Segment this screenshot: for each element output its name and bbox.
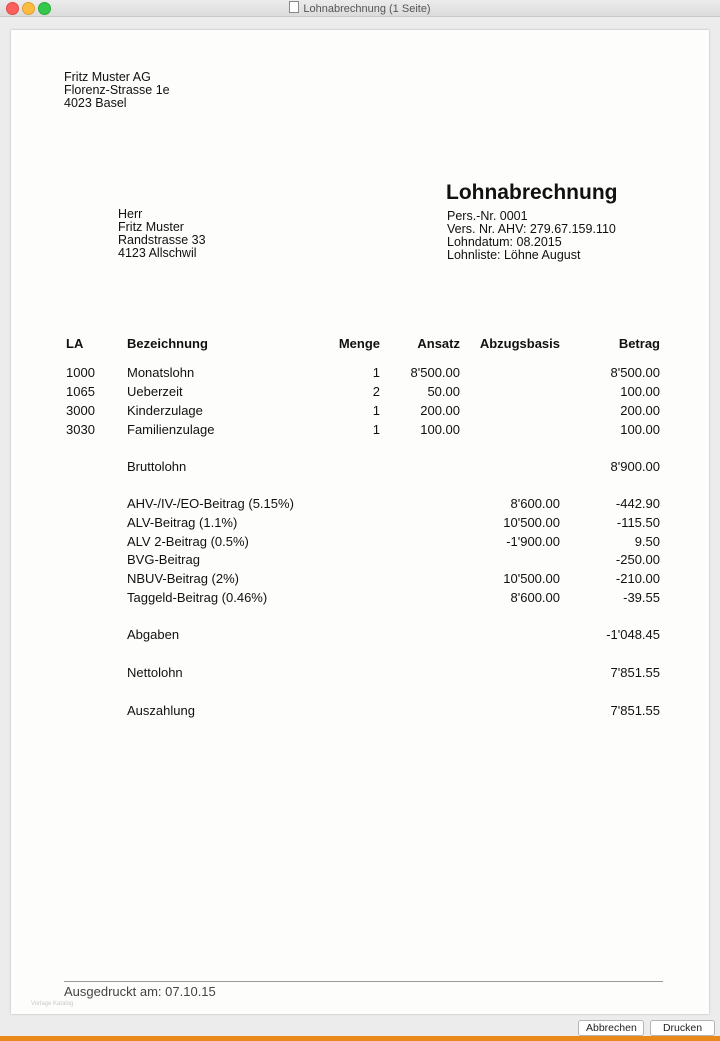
- cell-bezeichnung: Abgaben: [127, 627, 180, 642]
- table-row: [11, 552, 709, 568]
- cell-abzugsbasis: 10'500.00: [503, 571, 560, 586]
- recipient-line: 4123 Allschwil: [118, 246, 197, 260]
- table-row: [11, 403, 709, 419]
- print-button[interactable]: Drucken: [650, 1020, 715, 1036]
- sender-address: [64, 71, 170, 110]
- cell-bezeichnung: Auszahlung: [127, 703, 195, 718]
- cell-betrag: 200.00: [620, 403, 660, 418]
- recipient-line: Fritz Muster: [118, 220, 184, 234]
- watermark-text: Vorlage Katalog: [31, 1001, 74, 1007]
- cell-bezeichnung: Taggeld-Beitrag (0.46%): [127, 590, 268, 605]
- table-row: [11, 665, 709, 681]
- cell-menge: 1: [372, 365, 380, 380]
- cell-ansatz: 8'500.00: [410, 365, 460, 380]
- cell-abzugsbasis: -1'900.00: [506, 534, 560, 549]
- table-row: [11, 534, 709, 550]
- cell-bezeichnung: Kinderzulage: [127, 403, 203, 418]
- meta-line: Pers.-Nr. 0001: [447, 209, 528, 223]
- table-row: [11, 571, 709, 587]
- header-bezeichnung: Bezeichnung: [127, 336, 208, 351]
- printed-date: Ausgedruckt am: 07.10.15: [64, 984, 216, 999]
- cell-betrag: 100.00: [620, 422, 660, 437]
- cancel-button[interactable]: Abbrechen: [578, 1020, 644, 1036]
- table-row: [11, 590, 709, 606]
- cell-la: 3030: [66, 422, 95, 437]
- cell-la: 3000: [66, 403, 95, 418]
- cell-betrag: 100.00: [620, 384, 660, 399]
- header-ansatz: Ansatz: [417, 336, 460, 351]
- cell-menge: 1: [372, 403, 380, 418]
- document-meta: [447, 210, 616, 262]
- window-title: [0, 1, 720, 15]
- recipient-line: Herr: [118, 207, 143, 221]
- document-title: Lohnabrechnung: [446, 181, 618, 204]
- window-title-text: Lohnabrechnung (1 Seite): [303, 3, 431, 15]
- table-row: [11, 384, 709, 400]
- cell-bezeichnung: ALV 2-Beitrag (0.5%): [127, 534, 249, 549]
- title-bar: [0, 0, 720, 17]
- cell-betrag: 7'851.55: [610, 703, 660, 718]
- cell-bezeichnung: NBUV-Beitrag (2%): [127, 571, 239, 586]
- cell-betrag: -210.00: [615, 571, 660, 586]
- cell-bezeichnung: Monatslohn: [127, 365, 195, 380]
- table-row: [11, 496, 709, 512]
- header-betrag: Betrag: [618, 336, 660, 351]
- cell-ansatz: 50.00: [427, 384, 460, 399]
- table-row: [11, 422, 709, 438]
- cell-bezeichnung: AHV-/IV-/EO-Beitrag (5.15%): [127, 496, 294, 511]
- cell-menge: 2: [372, 384, 380, 399]
- header-menge: Menge: [338, 336, 380, 351]
- cell-menge: 1: [372, 422, 380, 437]
- sender-line: Fritz Muster AG: [64, 70, 151, 84]
- cell-betrag: 8'500.00: [610, 365, 660, 380]
- cell-bezeichnung: Nettolohn: [127, 665, 183, 680]
- header-abzugsbasis: Abzugsbasis: [479, 336, 560, 351]
- cell-betrag: 9.50: [634, 534, 660, 549]
- cell-bezeichnung: ALV-Beitrag (1.1%): [127, 515, 238, 530]
- footer-divider: [64, 981, 663, 982]
- cell-betrag: 8'900.00: [610, 459, 660, 474]
- cell-betrag: 7'851.55: [610, 665, 660, 680]
- cell-betrag: -39.55: [623, 590, 660, 605]
- cell-bezeichnung: BVG-Beitrag: [127, 552, 200, 567]
- recipient-address: [118, 208, 206, 260]
- table-row: [11, 459, 709, 475]
- cell-la: 1000: [66, 365, 95, 380]
- document-page: [11, 30, 709, 1014]
- cell-abzugsbasis: 8'600.00: [510, 590, 560, 605]
- cell-betrag: -115.50: [616, 515, 660, 530]
- table-row: [11, 703, 709, 719]
- cell-bezeichnung: Familienzulage: [127, 422, 215, 437]
- meta-line: Lohndatum: 08.2015: [447, 235, 562, 249]
- sender-line: Florenz-Strasse 1e: [64, 83, 170, 97]
- table-row: [11, 365, 709, 381]
- table-row: [11, 515, 709, 531]
- cell-betrag: -250.00: [615, 552, 660, 567]
- cell-ansatz: 200.00: [420, 403, 460, 418]
- header-la: LA: [66, 336, 84, 351]
- recipient-line: Randstrasse 33: [118, 233, 206, 247]
- cell-ansatz: 100.00: [420, 422, 460, 437]
- meta-line: Vers. Nr. AHV: 279.67.159.110: [447, 222, 616, 236]
- cell-bezeichnung: Ueberzeit: [127, 384, 183, 399]
- cell-abzugsbasis: 10'500.00: [503, 515, 560, 530]
- cell-betrag: -1'048.45: [606, 627, 660, 642]
- sender-line: 4023 Basel: [64, 96, 127, 110]
- cell-bezeichnung: Bruttolohn: [127, 459, 187, 474]
- table-row: [11, 627, 709, 643]
- meta-line: Lohnliste: Löhne August: [447, 248, 581, 262]
- cell-abzugsbasis: 8'600.00: [510, 496, 560, 511]
- document-icon: [289, 1, 299, 13]
- cell-betrag: -442.90: [615, 496, 660, 511]
- cell-la: 1065: [66, 384, 95, 399]
